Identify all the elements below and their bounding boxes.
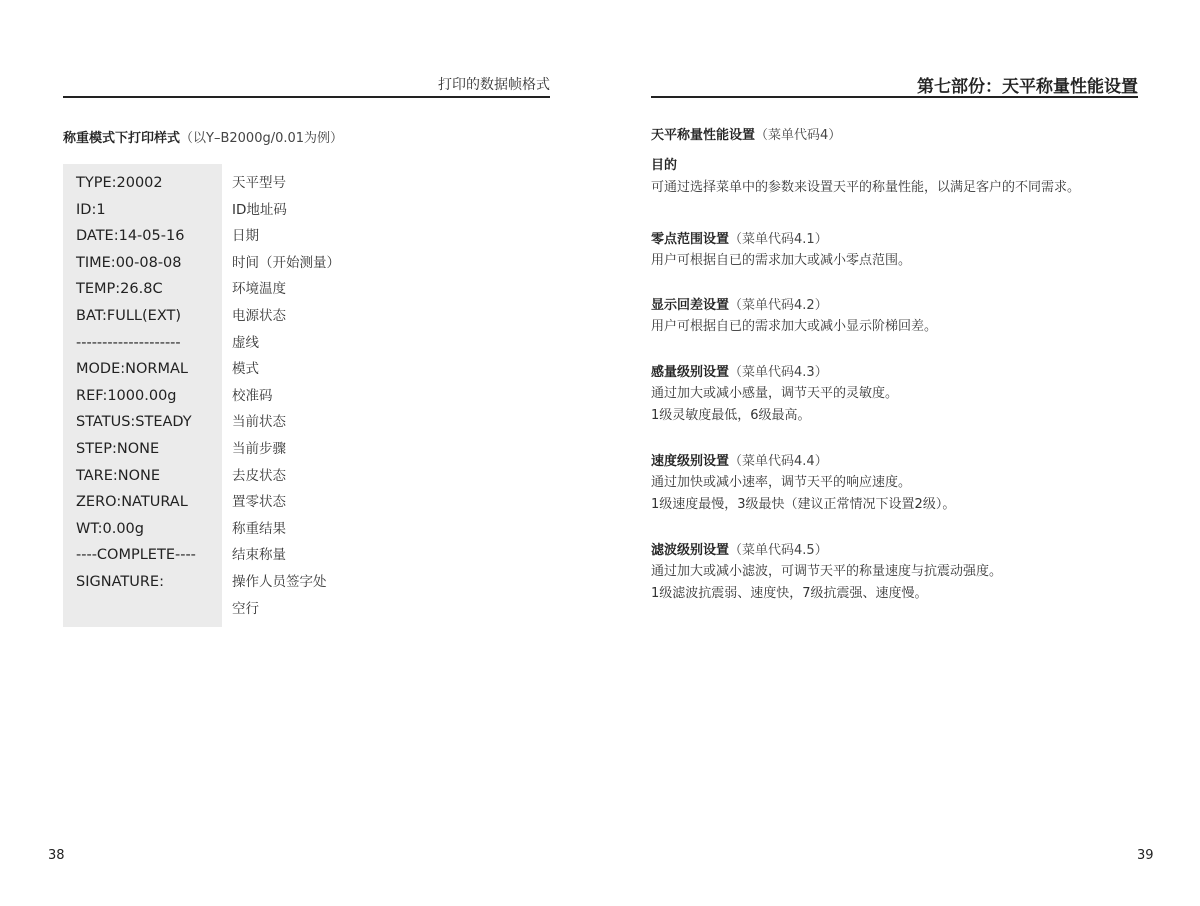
performance-settings-title-main: 天平称量性能设置 [651, 128, 756, 143]
print-code-description: ID地址码 [232, 201, 287, 218]
right-header-rule [651, 96, 1138, 98]
print-code-description: 校准码 [232, 387, 273, 404]
print-code: TIME:00-08-08 [76, 254, 182, 271]
print-code: TYPE:20002 [76, 175, 163, 191]
setting-title [651, 363, 1138, 383]
print-code-description: 去皮状态 [232, 467, 286, 484]
print-code-description: 操作人员签字处 [232, 573, 327, 590]
print-code-description: 当前步骤 [232, 440, 286, 457]
print-code-description: 电源状态 [232, 307, 286, 324]
print-code: SIGNATURE: [76, 573, 164, 590]
print-code: STEP:NONE [76, 440, 160, 457]
print-sample-title-note: （以Y–B2000g/0.01为例） [180, 131, 344, 146]
right-running-header: 第七部份：天平称量性能设置 [917, 77, 1138, 97]
setting-description: 1级速度最慢，3级最快（建议正常情况下设置2级）。 [651, 497, 956, 512]
print-sample-title [63, 127, 343, 146]
print-code-description: 日期 [232, 228, 259, 245]
print-code: ZERO:NATURAL [76, 494, 188, 511]
print-sample-row [63, 518, 503, 545]
print-code: TARE:NONE [76, 467, 161, 484]
print-sample-row [63, 332, 503, 359]
setting-menu-code: （菜单代码4.5） [729, 543, 828, 558]
setting-menu-code: （菜单代码4.3） [729, 365, 828, 380]
setting-title [651, 230, 1138, 250]
print-code: DATE:14-05-16 [76, 228, 185, 245]
print-code: MODE:NORMAL [76, 361, 188, 378]
setting-menu-code: （菜单代码4.1） [729, 232, 828, 247]
setting-description: 通过加快或减小速率，调节天平的响应速度。 [651, 475, 912, 490]
setting-section [651, 230, 1138, 272]
setting-title-main: 感量级别设置 [651, 365, 730, 380]
print-sample-row [63, 278, 503, 305]
left-page [63, 0, 550, 906]
setting-title-main: 显示回差设置 [651, 298, 730, 313]
left-header-rule [63, 96, 550, 98]
print-sample-row [63, 358, 503, 385]
setting-title [651, 296, 1138, 316]
setting-section [651, 363, 1138, 427]
performance-settings-title [651, 126, 1138, 146]
print-sample-row [63, 305, 503, 332]
print-code-description: 时间（开始测量） [232, 254, 340, 271]
setting-section [651, 541, 1138, 605]
print-code-description: 环境温度 [232, 281, 286, 298]
print-sample-row [63, 199, 503, 226]
print-code: TEMP:26.8C [76, 281, 163, 298]
setting-section [651, 452, 1138, 516]
print-sample-row [63, 225, 503, 252]
print-sample-row [63, 172, 503, 199]
print-code-description: 称重结果 [232, 520, 286, 537]
print-code: -------------------- [76, 334, 181, 351]
print-sample-row [63, 571, 503, 598]
setting-description: 1级灵敏度最低，6级最高。 [651, 408, 811, 423]
setting-title-main: 滤波级别设置 [651, 543, 730, 558]
print-code-description: 置零状态 [232, 494, 286, 511]
left-running-header: 打印的数据帧格式 [438, 77, 550, 93]
setting-section [651, 296, 1138, 338]
setting-title-main: 速度级别设置 [651, 454, 730, 469]
print-sample-row [63, 544, 503, 571]
print-code: ID:1 [76, 201, 106, 218]
setting-description: 通过加大或减小滤波，可调节天平的称量速度与抗震动强度。 [651, 564, 1003, 579]
purpose-label-text: 目的 [651, 158, 678, 173]
print-code-description: 结束称量 [232, 547, 286, 564]
performance-settings-intro [651, 126, 1138, 146]
print-code: STATUS:STEADY [76, 414, 192, 431]
print-code-description: 当前状态 [232, 414, 286, 431]
print-sample-row [63, 438, 503, 465]
purpose-text: 可通过选择菜单中的参数来设置天平的称量性能，以满足客户的不同需求。 [651, 180, 1081, 195]
setting-title [651, 452, 1138, 472]
purpose-label [651, 156, 1138, 176]
print-code: WT:0.00g [76, 520, 144, 537]
setting-description: 用户可根据自已的需求加大或减小零点范围。 [651, 253, 912, 268]
setting-description: 通过加大或减小感量，调节天平的灵敏度。 [651, 386, 899, 401]
print-sample-row [63, 411, 503, 438]
setting-menu-code: （菜单代码4.4） [729, 454, 828, 469]
print-sample-title-main: 称重模式下打印样式 [63, 131, 181, 146]
print-code-description: 空行 [232, 600, 259, 617]
print-sample-row [63, 465, 503, 492]
print-sample-row [63, 491, 503, 518]
setting-title-main: 零点范围设置 [651, 232, 730, 247]
print-sample-row [63, 252, 503, 279]
print-code: BAT:FULL(EXT) [76, 307, 182, 324]
setting-menu-code: （菜单代码4.2） [729, 298, 828, 313]
print-sample-row [63, 385, 503, 412]
page-number-left: 38 [48, 848, 65, 863]
purpose-block [651, 156, 1138, 199]
setting-description: 用户可根据自已的需求加大或减小显示阶梯回差。 [651, 319, 938, 334]
print-code-description: 天平型号 [232, 175, 286, 191]
print-code-description: 虚线 [232, 334, 259, 351]
setting-title [651, 541, 1138, 561]
performance-settings-menu-code: （菜单代码4） [755, 128, 842, 143]
print-code: REF:1000.00g [76, 387, 177, 404]
page-number-right: 39 [1137, 848, 1154, 863]
print-code: ----COMPLETE---- [76, 547, 196, 564]
right-page [651, 0, 1138, 906]
print-sample-table [63, 164, 503, 627]
setting-description: 1级滤波抗震弱、速度快，7级抗震强、速度慢。 [651, 586, 928, 601]
print-sample-row [63, 598, 503, 625]
print-sample-rows [63, 172, 503, 624]
print-code-description: 模式 [232, 361, 259, 378]
